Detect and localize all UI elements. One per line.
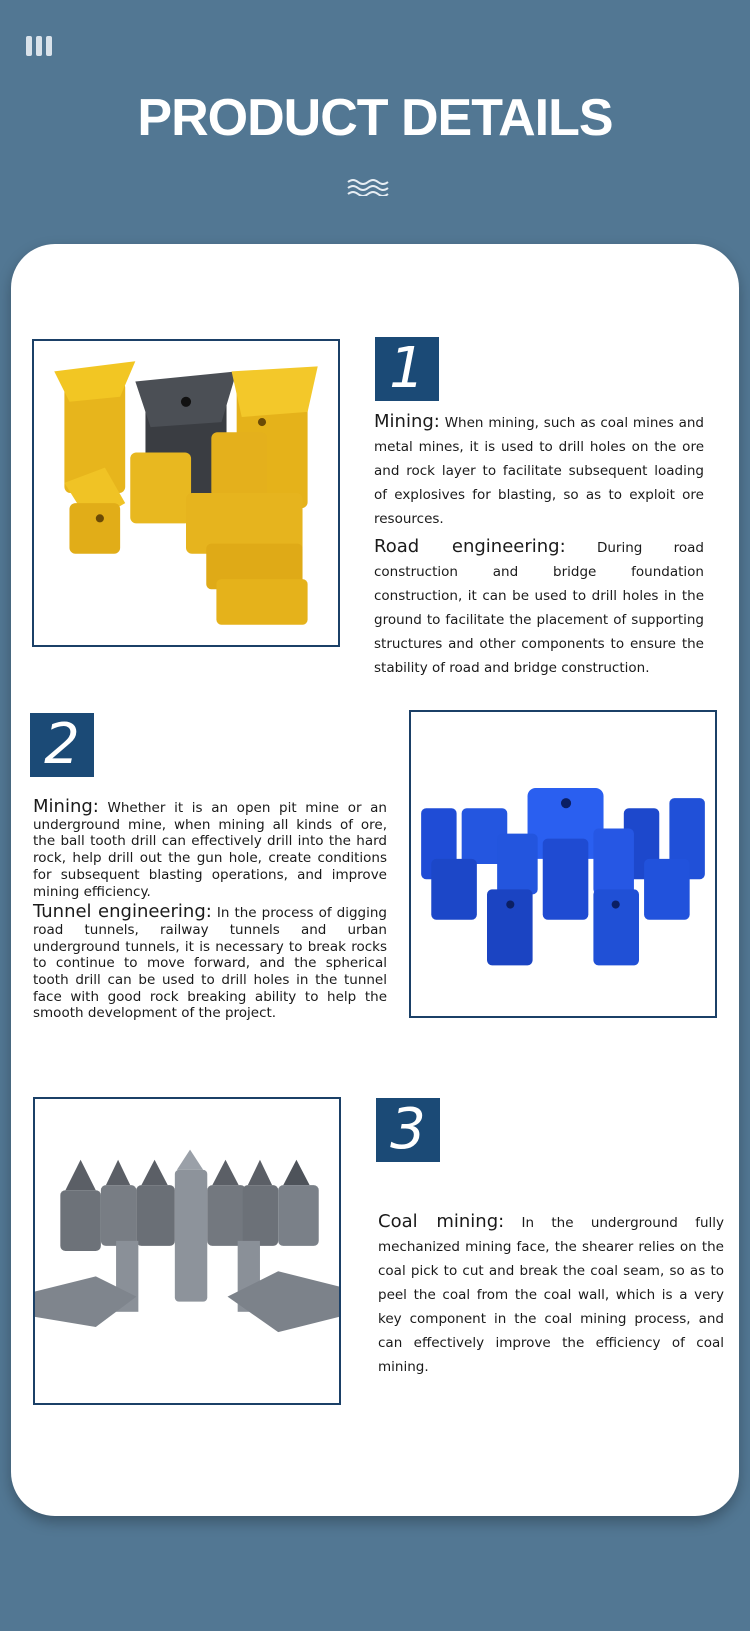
product-card: [11, 244, 739, 1516]
paragraph-text: In the process of digging road tunnels, railway tunnels and urban underground tunnels, it is necessary to break rocks to continue to move forward, and the spherical tooth drill can be used to drill holes in the tunnel face with good rock breaking ability to help the smooth development of the project.: [33, 905, 387, 1022]
paragraph-label: Tunnel engineering:: [33, 901, 212, 923]
section-3-text: [378, 1210, 724, 1383]
paragraph-label: Mining:: [374, 411, 440, 432]
section-2-text: [33, 796, 387, 1026]
paragraph-text: In the underground fully mechanized mining face, the shearer relies on the coal pick to cut and break the coal seam, so as to peel the coal from the coal wall, which is a very key component in the coal mining process, and can effectively improve the efficiency of coal mining.: [378, 1215, 724, 1375]
coal-picks-image: [33, 1097, 341, 1405]
section-number-badge: 1: [375, 337, 439, 401]
paragraph-label: Road engineering:: [374, 536, 566, 557]
blue-drill-bits-image: [409, 710, 717, 1018]
paragraph-label: Mining:: [33, 796, 99, 817]
paragraph-text: Whether it is an open pit mine or an underground mine, when mining all kinds of ore, the ball tooth drill can effectively drill into the hard rock, help drill out the gun hole, create conditions for subsequent blasting operations, and improve mining efficiency.: [33, 800, 387, 900]
section-1-text: [374, 410, 704, 684]
waves-icon: [347, 178, 389, 196]
paragraph-label: Coal mining:: [378, 1211, 505, 1232]
section-number-badge: 2: [30, 713, 94, 777]
section-number-badge: 3: [376, 1098, 440, 1162]
paragraph-text: When mining, such as coal mines and metal mines, it is used to drill holes on the ore and rock layer to facilitate subsequent loading of explosives for blasting, so as to exploit ore resources.: [374, 415, 704, 527]
yellow-drill-bits-image: [32, 339, 340, 647]
page-title: PRODUCT DETAILS: [137, 89, 613, 147]
paragraph-text: During road construction and bridge foundation construction, it can be used to drill holes in the ground to facilitate the placement of supporting structures and other components to ensure the stability of road and bridge construction.: [374, 540, 704, 676]
menu-icon[interactable]: [26, 36, 52, 56]
